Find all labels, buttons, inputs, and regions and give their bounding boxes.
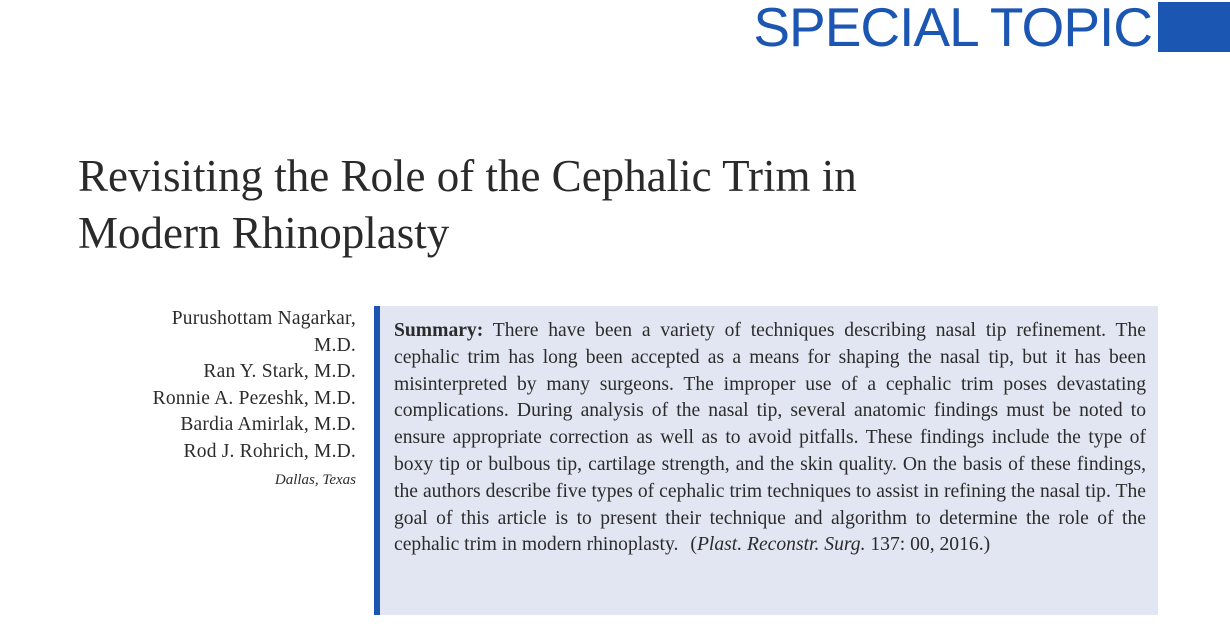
author-name: Bardia Amirlak, M.D. (180, 414, 356, 435)
section-label: SPECIAL TOPIC (753, 0, 1152, 58)
summary-text (394, 318, 1146, 559)
author-degree: M.D. (314, 334, 356, 356)
article-title (78, 148, 1178, 262)
author-name: Ran Y. Stark, M.D. (203, 361, 356, 382)
author-list (100, 306, 356, 491)
section-accent-block (1158, 2, 1230, 52)
citation (690, 534, 990, 555)
summary-label: Summary: (394, 320, 484, 341)
citation-details: 137: 00, 2016.) (865, 534, 991, 556)
author-affiliation: Dallas, Texas (274, 472, 356, 488)
author-name: Ronnie A. Pezeshk, M.D. (152, 387, 356, 409)
article-title-line-1: Revisiting the Role of the Cephalic Trim in (78, 151, 857, 201)
summary-body: There have been a variety of techniques describing nasal tip refinement. The cephalic trim has long been accepted as a means for shaping the nasal tip, but it has been misinterpreted by many surgeons. The improper use of a cephalic trim poses devastating complications. During analysis of the nasal tip, several anatomic findings must be noted to ensure appropriate correction as well as to avoid pitfalls. These findings include the type of boxy tip or bulbous tip, cartilage strength, and the skin quality. On the basis of these findings, the authors describe five types of cephalic trim techniques to assist in refining the nasal tip. The goal of this article is to present their technique and algorithm to determine the role of the cephalic trim in modern rhinoplasty. (394, 320, 1146, 556)
special-topic-header (753, 0, 1230, 58)
citation-journal: Plast. Reconstr. Surg. (696, 534, 866, 556)
author-name: Rod J. Rohrich, M.D. (183, 440, 356, 462)
author-name: Purushottam Nagarkar, (171, 308, 356, 329)
article-title-line-2: Modern Rhinoplasty (78, 208, 450, 258)
summary-box (374, 306, 1158, 615)
citation-open: ( (690, 534, 697, 556)
